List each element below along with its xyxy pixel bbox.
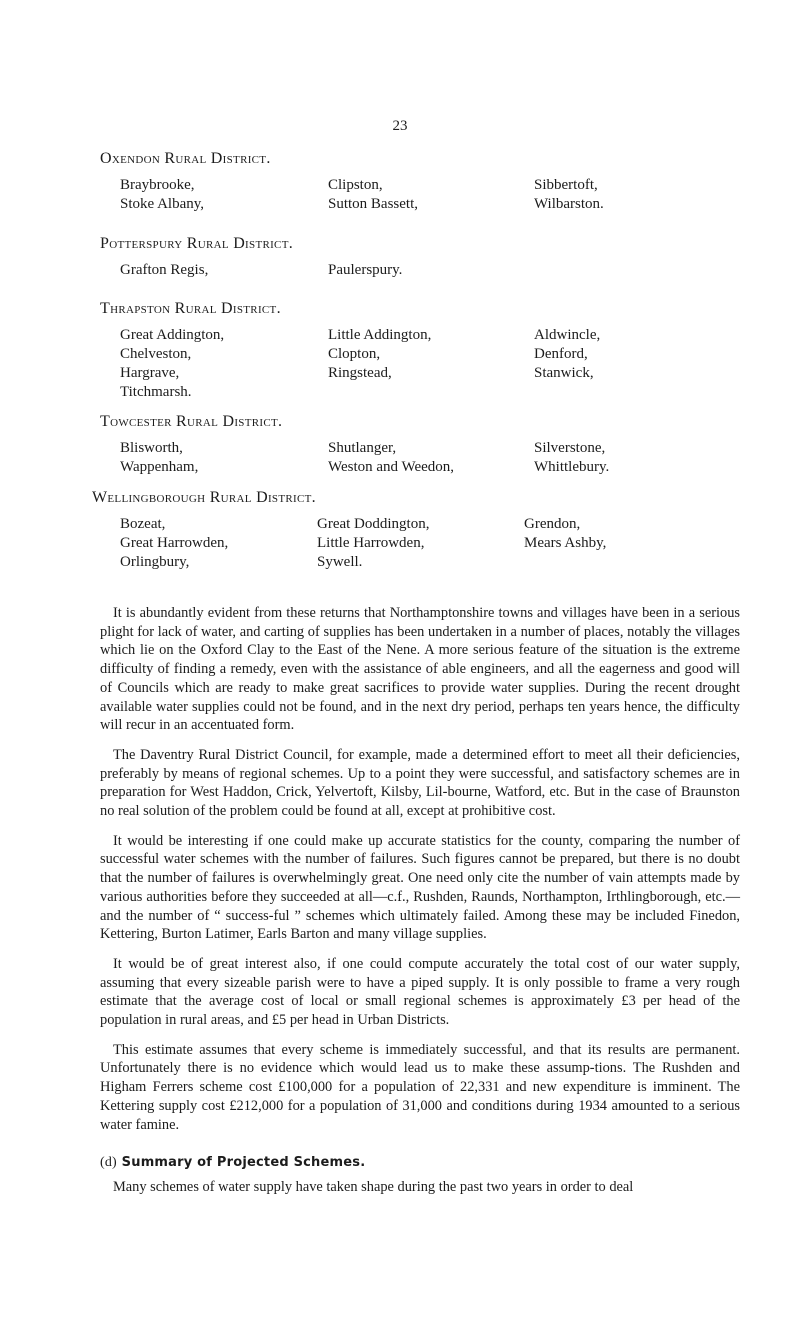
parish-list — [92, 516, 732, 573]
parish-name: Grendon, — [524, 516, 581, 532]
parish-name: Chelveston, — [120, 346, 192, 362]
parish-row — [100, 177, 740, 196]
parish-row — [100, 262, 740, 281]
parish-name: Little Harrowden, — [317, 535, 425, 551]
parish-name: Silverstone, — [534, 440, 606, 456]
parish-name: Stanwick, — [534, 365, 594, 381]
parish-name: Paulerspury. — [328, 262, 403, 278]
parish-name: Sibbertoft, — [534, 177, 598, 193]
parish-name: Bozeat, — [120, 516, 166, 532]
parish-name: Great Addington, — [120, 327, 225, 343]
district-wellingborough — [92, 489, 732, 573]
district-towcester — [100, 413, 740, 478]
parish-name: Great Harrowden, — [120, 535, 229, 551]
paragraph: Many schemes of water supply have taken shape during the past two years in order to deal — [113, 1178, 634, 1195]
parish-name: Ringstead, — [328, 365, 392, 381]
paragraph: It is abundantly evident from these returns that Northamptonshire towns and villages have been in a serious plight for lack of water, and carting of supplies has been undertaken in a number of places, notably the villages which lie on the Oxford Clay to the East of the Nene. A more serious feature of the situation is the extreme difficulty of finding a remedy, even with the assistance of able engineers, and all the eagerness and good will of Councils which are ready to make great sacrifices to provide water supplies. During the recent drought available water supplies could not be found, and in the next dry period, perhaps ten years hence, the difficulty will recur in an accentuated form. — [100, 605, 740, 734]
parish-row — [100, 327, 740, 346]
parish-row — [100, 365, 740, 384]
parish-name: Braybrooke, — [120, 177, 195, 193]
parish-list — [100, 327, 740, 403]
parish-name: Whittlebury. — [534, 459, 610, 475]
parish-name: Blisworth, — [120, 440, 183, 456]
section-title: Summary of Projected Schemes. — [121, 1155, 366, 1171]
parish-row — [92, 535, 732, 554]
page-number: 23 — [392, 118, 408, 134]
parish-row — [92, 554, 732, 573]
parish-list — [100, 262, 740, 281]
parish-name: Clopton, — [328, 346, 381, 362]
parish-name: Aldwincle, — [534, 327, 601, 343]
parish-row — [100, 346, 740, 365]
parish-name: Orlingbury, — [120, 554, 190, 570]
parish-name: Great Doddington, — [317, 516, 430, 532]
parish-row — [92, 516, 732, 535]
parish-name: Hargrave, — [120, 365, 180, 381]
parish-name: Sywell. — [317, 554, 363, 570]
parish-name: Sutton Bassett, — [328, 196, 419, 212]
paragraph: It would be interesting if one could make up accurate statistics for the county, comparing the number of successful water schemes with the number of failures. Such figures cannot be prepared, but there is no doubt that the number of failures is overwhelmingly great. One need only cite the number of vain attempts made by various authorities before they succeeded at all—c.f., Rushden, Raunds, Northampton, Irthlingborough, etc.—and the number of “ success-ful ” schemes which ultimately failed. Among these may be included Finedon, Kettering, Burton Latimer, Earls Barton and many village supplies. — [100, 832, 740, 943]
paragraph: The Daventry Rural District Council, for example, made a determined effort to meet all their deficiencies, preferably by means of regional schemes. Up to a point they were successful, and satisfactory schemes are in preparation for West Haddon, Crick, Yelvertoft, Kilsby, Lil-bourne, Watford, etc. But in the case of Braunston no real solution of the problem could be found at all, except at prohibitive cost. — [100, 746, 740, 820]
parish-name: Shutlanger, — [328, 440, 397, 456]
parish-name: Weston and Weedon, — [328, 459, 455, 475]
district-title: Potterspury Rural District. — [100, 235, 294, 252]
parish-name: Wilbarston. — [534, 196, 604, 212]
parish-name: Mears Ashby, — [524, 535, 607, 551]
parish-name: Clipston, — [328, 177, 383, 193]
district-title: Wellingborough Rural District. — [92, 489, 316, 506]
district-potterspury — [100, 235, 740, 281]
parish-row — [100, 459, 740, 478]
district-oxendon — [100, 150, 740, 215]
parish-name: Titchmarsh. — [120, 384, 192, 400]
section-heading — [100, 1154, 740, 1173]
paragraph: This estimate assumes that every scheme is immediately successful, and that its results are permanent. Unfortunately there is no evidence which would lead us to make these assump-tions. The Rushden and Higham Ferrers scheme cost £100,000 for a population of 22,331 and new expenditure is imminent. The Kettering supply cost £212,000 for a population of 31,000 and conditions during 1934 amounted to a serious water famine. — [100, 1041, 740, 1133]
parish-name: Denford, — [534, 346, 588, 362]
district-title: Oxendon Rural District. — [100, 150, 271, 167]
parish-list — [100, 177, 740, 215]
parish-list — [100, 440, 740, 478]
body-text — [100, 604, 740, 1197]
parish-name: Grafton Regis, — [120, 262, 209, 278]
district-title: Towcester Rural District. — [100, 413, 283, 430]
parish-row — [100, 440, 740, 459]
parish-name: Stoke Albany, — [120, 196, 205, 212]
parish-name: Wappenham, — [120, 459, 199, 475]
parish-name: Little Addington, — [328, 327, 432, 343]
district-thrapston — [100, 300, 740, 403]
district-title: Thrapston Rural District. — [100, 300, 281, 317]
paragraph: It would be of great interest also, if one could compute accurately the total cost of our water supply, assuming that every sizeable parish were to have a piped supply. It is only possible to frame a very rough estimate that the average cost of local or small regional schemes is approximately £3 per head of the population in rural areas, and £5 per head in Urban Districts. — [100, 955, 740, 1029]
section-marker: (d) — [100, 1155, 117, 1171]
parish-row — [100, 196, 740, 215]
parish-row — [100, 384, 740, 403]
